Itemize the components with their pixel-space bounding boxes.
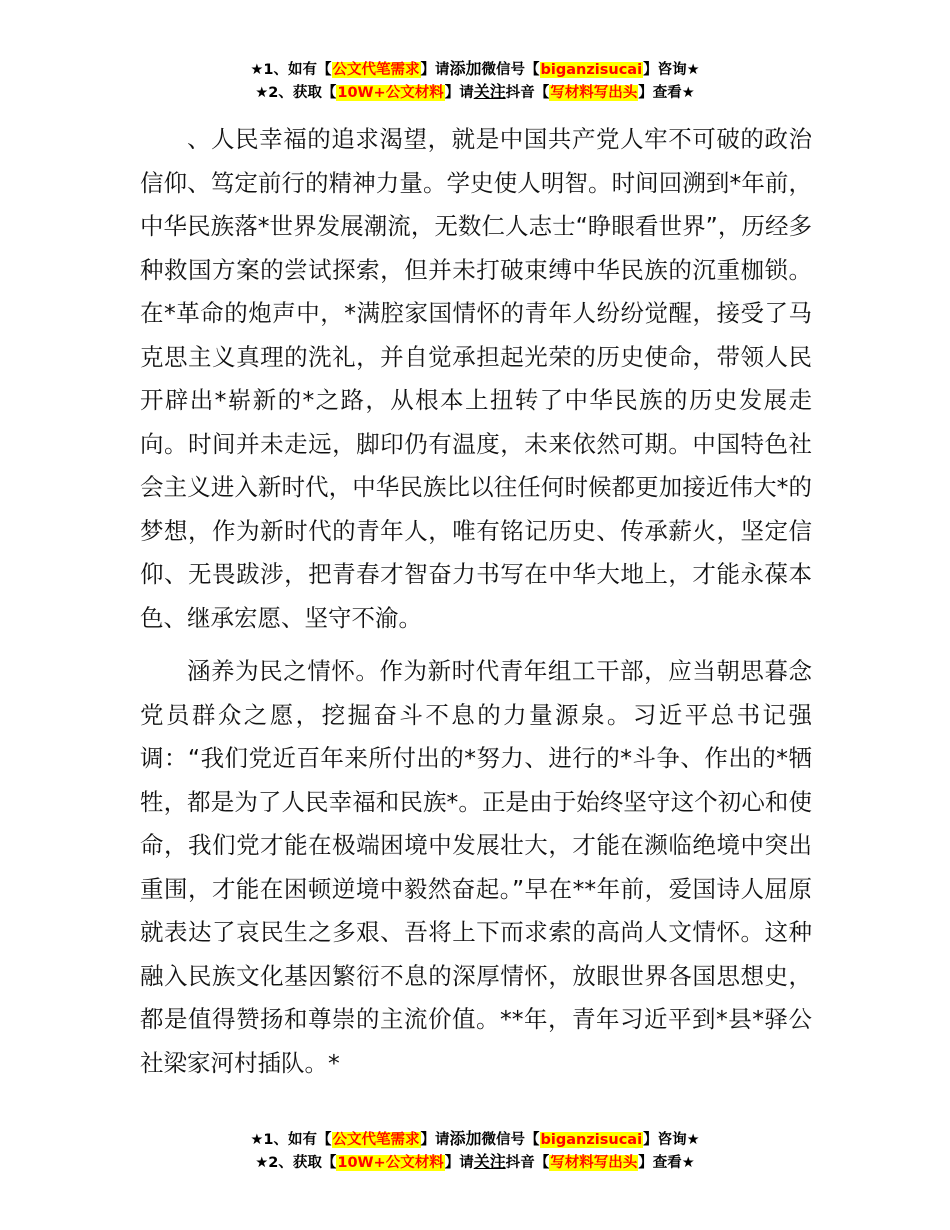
banner-line-1: ★1、如有【公文代笔需求】请添加微信号【biganzisucai】咨询★	[250, 1129, 700, 1148]
banner-line-2: ★2、获取【10W+公文材料】请关注抖音【写材料写出头】查看★	[255, 82, 695, 101]
paragraph-1: 、人民幸福的追求渴望，就是中国共产党人牢不可破的政治信仰、笃定前行的精神力量。学史使人明智。时间回溯到*年前，中华民族落*世界发展潮流，无数仁人志士“睁眼看世界”，历经多种救国方案的尝试探索，但并未打破束缚中华民族的沉重枷锁。在*革命的炮声中，*满腔家国情怀的青年人纷纷觉醒，接受了马克思主义真理的洗礼，并自觉承担起光荣的历史使命，带领人民开辟出*崭新的*之路，从根本上扭转了中华民族的历史发展走向。时间并未走远，脚印仍有温度，未来依然可期。中国特色社会主义进入新时代，中华民族比以往任何时候都更加接近伟大*的梦想，作为新时代的青年人，唯有铭记历史、传承薪火，坚定信仰、无畏跋涉，把青春才智奋力书写在中华大地上，才能永葆本色、继承宏愿、坚守不渝。	[140, 125, 812, 632]
banner-line-1: ★1、如有【公文代笔需求】请添加微信号【biganzisucai】咨询★	[250, 59, 700, 78]
highlight-douyin: 写材料写出头	[550, 1155, 638, 1171]
highlight-materials: 10W+公文材料	[337, 1155, 444, 1171]
footer-banner	[0, 1128, 950, 1174]
highlight-ghostwriting: 公文代笔需求	[332, 62, 420, 78]
highlight-wechat-id: biganzisucai	[540, 1132, 643, 1148]
paragraph-2: 涵养为民之情怀。作为新时代青年组工干部，应当朝思暮念党员群众之愿，挖掘奋斗不息的力量源泉。习近平总书记强调：“我们党近百年来所付出的*努力、进行的*斗争、作出的*牺牲，都是为了人民幸福和民族*。正是由于始终坚守这个初心和使命，我们党才能在极端困境中发展壮大，才能在濒临绝境中突出重围，才能在困顿逆境中毅然奋起。”早在**年前，爱国诗人屈原就表达了哀民生之多艰、吾将上下而求索的高尚人文情怀。这种融入民族文化基因繁衍不息的深厚情怀，放眼世界各国思想史，都是值得赞扬和尊崇的主流价值。**年，青年习近平到*县*驿公社梁家河村插队。*	[140, 657, 812, 1077]
document-body	[140, 118, 812, 1095]
highlight-wechat-id: biganzisucai	[540, 62, 643, 78]
highlight-douyin: 写材料写出头	[550, 85, 638, 101]
banner-line-2: ★2、获取【10W+公文材料】请关注抖音【写材料写出头】查看★	[255, 1152, 695, 1171]
header-banner	[0, 58, 950, 104]
highlight-ghostwriting: 公文代笔需求	[332, 1132, 420, 1148]
highlight-materials: 10W+公文材料	[337, 85, 444, 101]
